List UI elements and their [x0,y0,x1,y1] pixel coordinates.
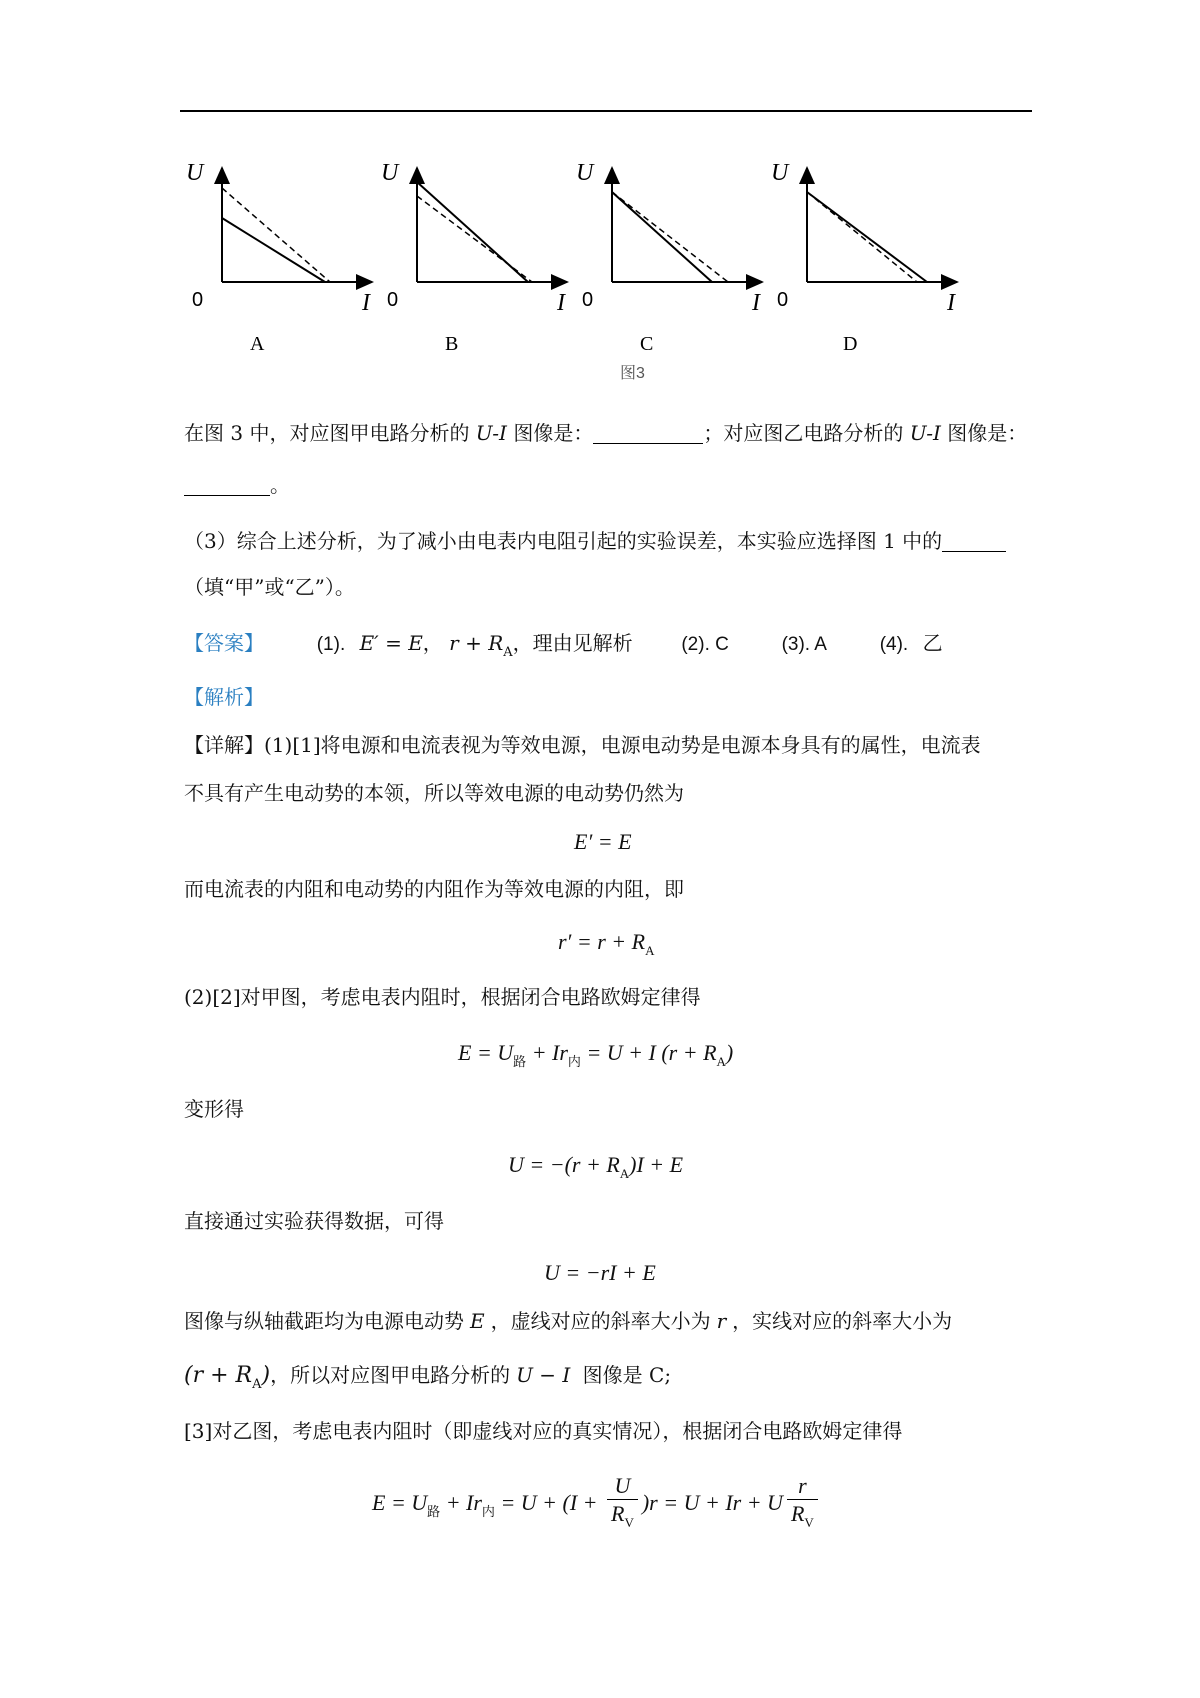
q1-text-a: 在图 3 中，对应图甲电路分析的 [184,421,476,445]
answer-item-1-index: (1). [316,634,346,655]
eq6-nei: 内 [481,1504,495,1519]
detail-line-6: 直接通过实验获得数据，可得 [184,1209,444,1233]
equation-rearranged [508,1150,683,1189]
u-axis-label: U [381,160,399,186]
dashed-line [612,192,728,282]
panel-label: D [843,333,858,355]
solid-line [612,192,712,282]
eq3-a: A [716,1054,726,1069]
q1-ui: U-I [475,421,507,445]
equation-closed-circuit-b [372,1468,822,1538]
answer-row [184,628,943,668]
answer-label: 【答案】 [184,631,264,655]
eq-r-main: r′ = r + R [558,929,646,954]
q3-hint: （填“甲”或“乙”）。 [184,575,355,599]
eq6-e: E = U [372,1490,428,1515]
eq4-a: U = −(r + R [508,1152,620,1177]
detail-line-2: 不具有产生电动势的本领，所以等效电源的电动势仍然为 [184,781,684,805]
eq3-nei: 内 [567,1054,581,1069]
p7-sub: A [252,1377,262,1392]
detail-line-4: (2)[2]对甲图，考虑电表内阻时，根据闭合电路欧姆定律得 [184,985,701,1009]
answer-blank-2[interactable] [184,475,270,496]
origin-label: 0 [777,289,789,311]
eq-r-sub: A [645,943,655,958]
eq6-m3: )r = U + Ir + U [641,1490,783,1515]
detail-line-1 [184,730,981,760]
dashed-line [222,188,330,282]
solid-line [807,192,927,282]
u-axis-label: U [771,160,789,186]
figure-caption: 图3 [620,365,645,382]
solid-line [222,218,325,282]
equation-closed-circuit-a [458,1038,733,1077]
detail-label: 【详解】 [184,733,264,757]
u-axis-label: U [576,160,594,186]
answer-eq-2: r + R [449,631,504,655]
dashed-line [807,192,917,282]
header-rule [180,110,1032,112]
origin-label: 0 [582,289,594,311]
frac2-den-sub: V [804,1514,814,1530]
p6c: ，实线对应的斜率大小为 [732,1309,953,1333]
frac1-den-r: R [611,1500,625,1526]
q1-ui-2: U-I [909,421,941,445]
frac2-den-r: R [790,1500,805,1526]
panel-label: B [445,333,459,355]
eq3-close: ) [725,1040,734,1065]
i-axis-label: I [557,290,565,316]
q3-text: （3）综合上述分析，为了减小由电表内电阻引起的实验误差，本实验应选择图 1 中的 [184,529,943,553]
question-line-2 [184,470,290,500]
fraction-r-over-rv [787,1473,818,1537]
eq4-b: )I + E [629,1152,684,1177]
answer-blank-1[interactable] [593,423,703,444]
q1-text-c: ；对应图乙电路分析的 [703,421,910,445]
question-3-line-1 [184,526,1006,556]
answer-item-4-value: 乙 [922,631,943,655]
frac1-den [607,1500,638,1537]
origin-label: 0 [192,289,204,311]
eq6-lu: 路 [427,1504,441,1519]
eq3-e: E = U [458,1040,514,1065]
question-3-line-2 [184,572,355,602]
detail-p1a: (1)[1]将电源和电流表视为等效电源，电源电动势是电源本身具有的属性，电流表 [264,733,981,757]
answer-blank-3[interactable] [942,531,1006,552]
answer-sep: ， [422,631,443,655]
detail-line-5: 变形得 [184,1097,244,1121]
q1-end: 。 [270,473,290,497]
origin-label: 0 [387,289,399,311]
p6-e: E [470,1309,485,1333]
answer-item-4-index: (4). [879,634,909,655]
answer-item-3: (3). A [781,634,827,655]
analysis-label: 【解析】 [184,685,264,709]
dashed-line [417,196,532,282]
frac2-den [787,1500,818,1537]
frac2-num: r [787,1473,818,1500]
detail-line-9: [3]对乙图，考虑电表内阻时（即虚线对应的真实情况），根据闭合电路欧姆定律得 [184,1419,903,1443]
i-axis-label: I [947,290,955,316]
p6b: ，虚线对应的斜率大小为 [490,1309,711,1333]
p7a: (r + R [184,1363,253,1388]
frac1-num: U [607,1473,638,1500]
equation-measured: U = −rI + E [544,1260,656,1285]
detail-line-3: 而电流表的内阻和电动势的内阻作为等效电源的内阻，即 [184,877,684,901]
equation-e-prime: E′ = E [574,829,632,854]
p7c: ，所以对应图甲电路分析的 [270,1363,511,1387]
frac1-den-sub: V [624,1514,634,1530]
detail-line-7 [184,1306,952,1336]
detail-line-8 [184,1360,671,1400]
p6-r: r [716,1309,727,1333]
answer-item-2: (2). C [681,634,729,655]
p7-ui: U − I [516,1363,571,1387]
q1-text-d: 图像是： [940,421,1028,445]
answer-eq-2-sub: A [503,645,513,660]
answer-eq-1: E′ = E [359,631,423,655]
i-axis-label: I [362,290,370,316]
eq3-rest: = U + I (r + R [580,1040,717,1065]
figure-3 [180,160,1032,390]
fraction-u-over-rv [607,1473,638,1537]
ui-graphs [180,160,1032,390]
eq3-mid: + Ir [526,1040,568,1065]
i-axis-label: I [752,290,760,316]
eq3-lu: 路 [513,1054,527,1069]
answer-reason: ，理由见解析 [512,631,633,655]
p7d: 图像是 C; [576,1363,672,1387]
question-line-1 [184,418,1027,448]
panel-label: C [640,333,654,355]
p7b: ) [261,1363,271,1388]
solid-line [417,182,528,282]
eq6-m2: = U + (I + [494,1490,604,1515]
equation-r-prime [558,927,654,966]
q1-text-b: 图像是： [506,421,594,445]
panel-label: A [250,333,265,355]
eq6-mid: + Ir [440,1490,482,1515]
p6a: 图像与纵轴截距均为电源电动势 [184,1309,464,1333]
eq4-sub: A [619,1166,630,1181]
u-axis-label: U [186,160,204,186]
